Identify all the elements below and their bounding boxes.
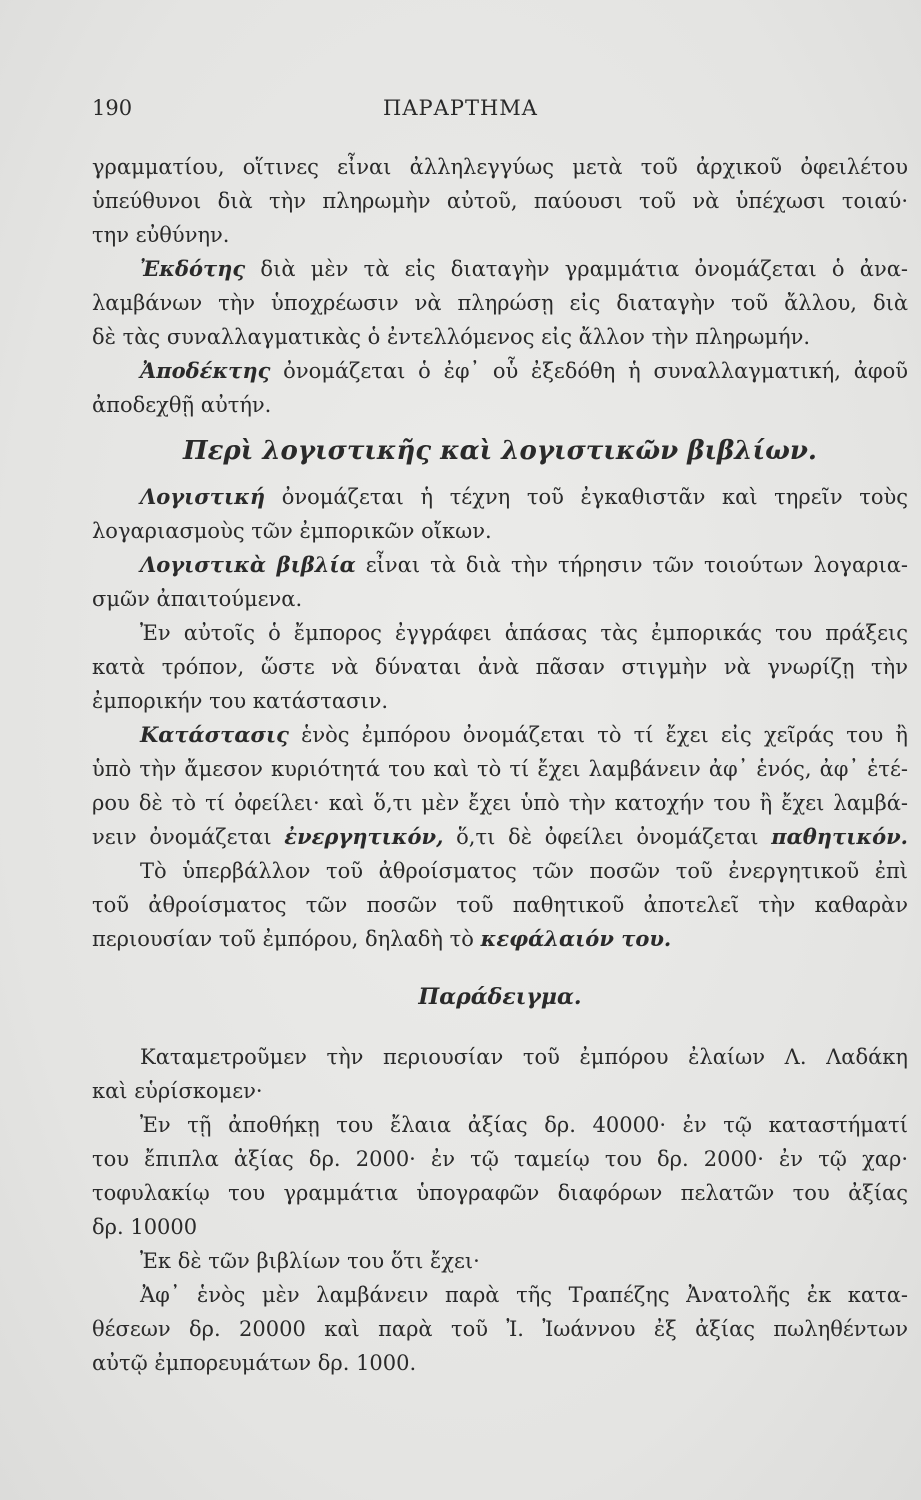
term-logistiki: Λογιστική: [140, 484, 266, 509]
text-line: δὲ τὰς συναλλαγματικὰς ὁ ἐντελλόμενος εἰς ἄλλον τὴν πληρωμήν.: [92, 325, 811, 349]
text-line: ἐμπορικήν του κατάστασιν.: [92, 689, 389, 713]
term-katastasis: Κατάστασις: [140, 722, 289, 747]
text-line: λογαριασμοὺς τῶν ἐμπορικῶν οἴκων.: [92, 519, 492, 543]
text-line: ὑπὸ τὴν ἄμεσον κυριότητά του καὶ τὸ τί ἔχει λαμβάνειν ἀφ᾽ ἑνός, ἀφ᾽ ἑτέ-: [92, 757, 908, 781]
section-heading: Περὶ λογιστικῆς καὶ λογιστικῶν βιβλίων.: [183, 436, 817, 466]
text-line: θέσεων δρ. 20000 καὶ παρὰ τοῦ Ἰ. Ἰωάννου ἐξ ἀξίας πωληθέντων: [92, 1317, 908, 1341]
text-line: [92, 820, 908, 854]
example-heading: Παράδειγμα.: [418, 984, 582, 1010]
text-line: κατὰ τρόπον, ὥστε νὰ δύναται ἀνὰ πᾶσαν στιγμὴν νὰ γνωρίζῃ τὴν: [92, 655, 908, 679]
text-line: Ἐν τῇ ἀποθήκῃ του ἔλαια ἀξίας δρ. 40000· ἐν τῷ καταστήματί: [140, 1113, 908, 1137]
term-ekdotis: Ἐκδότης: [140, 256, 246, 281]
text-line: [92, 548, 908, 582]
text-line: Τὸ ὑπερβάλλον τοῦ ἀθροίσματος τῶν ποσῶν τοῦ ἐνεργητικοῦ ἐπὶ: [140, 859, 908, 883]
text-span: περιουσίαν τοῦ ἐμπόρου, δηλαδὴ τὸ: [92, 927, 481, 951]
page-body: [92, 150, 908, 1380]
text-line: Ἐκ δὲ τῶν βιβλίων του ὅτι ἔχει·: [140, 1249, 480, 1273]
text-line: Ἐν αὐτοῖς ὁ ἔμπορος ἐγγράφει ἁπάσας τὰς ἐμπορικάς του πράξεις: [140, 621, 908, 645]
text-line: λαμβάνων τὴν ὑποχρέωσιν νὰ πληρώσῃ εἰς διαταγὴν τοῦ ἄλλου, διὰ: [92, 291, 908, 315]
text-line: ὑπεύθυνοι διὰ τὴν πληρωμὴν αὐτοῦ, παύουσι τοῦ νὰ ὑπέχωσι τοιαύ·: [92, 189, 908, 213]
term-apodektis: Ἀποδέκτης: [140, 358, 271, 383]
term-energitikon: ἐνεργητικόν,: [284, 824, 444, 849]
term-logistika-vivlia: Λογιστικὰ βιβλία: [140, 552, 356, 577]
text-line: τοῦ ἀθροίσματος τῶν ποσῶν τοῦ παθητικοῦ ἀποτελεῖ τὴν καθαρὰν: [92, 893, 908, 917]
running-head: ΠΑΡΑΡΤΗΜΑ: [383, 96, 538, 120]
text-line: Καταμετροῦμεν τὴν περιουσίαν τοῦ ἐμπόρου ἐλαίων Λ. Λαδάκη: [140, 1045, 908, 1069]
text-span: νειν ὀνομάζεται: [92, 825, 285, 849]
text-line: ἀποδεχθῇ αὐτήν.: [92, 393, 272, 417]
text-line: δρ. 10000: [92, 1215, 198, 1239]
text-line: σμῶν ἀπαιτούμενα.: [92, 587, 303, 611]
text-span: διὰ μὲν τὰ εἰς διαταγὴν γραμμάτια ὀνομάζεται ὁ ἀνα-: [245, 257, 908, 281]
text-line: ρου δὲ τὸ τί ὀφείλει· καὶ ὅ,τι μὲν ἔχει ὑπὸ τὴν κατοχήν του ἢ ἔχει λαμβά-: [92, 791, 908, 815]
term-kefalaion: κεφάλαιόν του.: [480, 926, 672, 951]
text-span: ἑνὸς ἐμπόρου ὀνομάζεται τὸ τί ἔχει εἰς χεῖράς του ἢ: [288, 723, 908, 747]
text-line: [92, 718, 908, 752]
text-line: [92, 922, 908, 956]
text-span: ὅ,τι δὲ ὀφείλει ὀνομάζεται: [443, 825, 772, 849]
text-line: Ἀφ᾽ ἑνὸς μὲν λαμβάνειν παρὰ τῆς Τραπέζης Ἀνατολῆς ἐκ κατα-: [140, 1283, 908, 1307]
term-pathitikon: παθητικόν.: [771, 824, 908, 849]
text-line: του ἔπιπλα ἀξίας δρ. 2000· ἐν τῷ ταμείῳ του δρ. 2000· ἐν τῷ χαρ·: [92, 1147, 908, 1171]
text-line: τοφυλακίῳ του γραμμάτια ὑπογραφῶν διαφόρων πελατῶν του ἀξίας: [92, 1181, 908, 1205]
text-line: [92, 354, 908, 388]
text-span: ὀνομάζεται ὁ ἐφ᾽ οὗ ἐξεδόθη ἡ συναλλαγματική, ἀφοῦ: [270, 359, 908, 383]
text-line: γραμματίου, οἵτινες εἶναι ἀλληλεγγύως μετὰ τοῦ ἀρχικοῦ ὀφειλέτου: [92, 155, 908, 179]
text-line: [92, 252, 908, 286]
page-header: [0, 96, 921, 132]
text-span: ὀνομάζεται ἡ τέχνη τοῦ ἐγκαθιστᾶν καὶ τηρεῖν τοὺς: [265, 485, 908, 509]
text-span: εἶναι τὰ διὰ τὴν τήρησιν τῶν τοιούτων λογαρια-: [355, 553, 908, 577]
text-line: καὶ εὑρίσκομεν·: [92, 1079, 263, 1103]
text-line: την εὐθύνην.: [92, 223, 230, 247]
text-line: [92, 480, 908, 514]
text-line: αὐτῷ ἐμπορευμάτων δρ. 1000.: [92, 1351, 417, 1375]
page-number: 190: [92, 96, 133, 120]
